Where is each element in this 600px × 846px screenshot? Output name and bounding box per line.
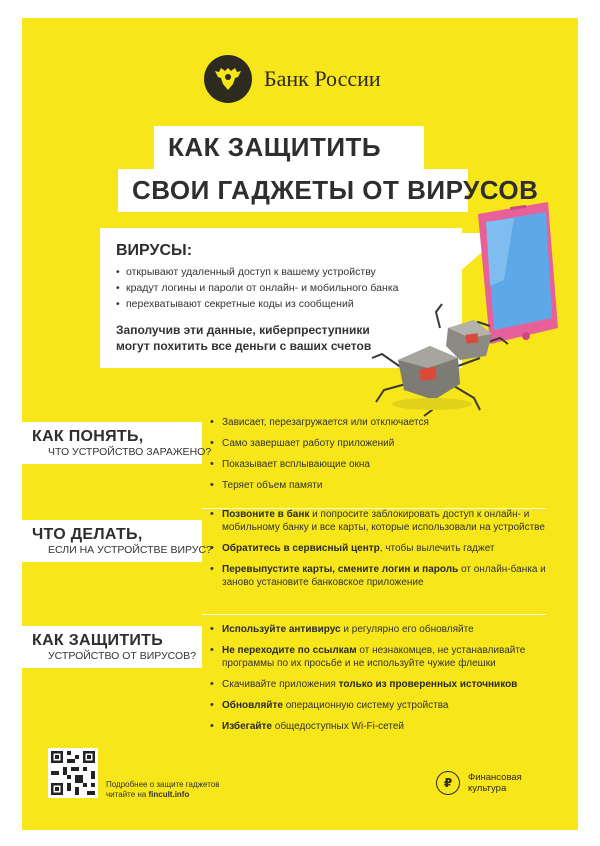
item-text-post: и попросите заблокировать доступ к онлайн- и мобильному банку и все карты, которые использовали на устройстве xyxy=(222,509,545,533)
section-protect-list xyxy=(208,623,568,741)
item-text-post: , чтобы вылечить гаджет xyxy=(379,543,495,554)
list-item xyxy=(208,508,568,534)
footer-line-1: Подробнее о защите гаджетов xyxy=(106,780,220,789)
footer-line-2-prefix: читайте на xyxy=(106,790,149,799)
item-text-post: операционную систему устройства xyxy=(282,700,449,711)
divider xyxy=(202,614,546,615)
list-item xyxy=(208,623,568,636)
page-title xyxy=(118,126,539,212)
list-item: • крадут логины и пароли от онлайн- и мобильного банка xyxy=(116,280,446,296)
item-text-bold: Избегайте xyxy=(222,721,272,732)
item-text-post: от незнакомцев, не устанавливайте программы по их просьбе и не используйте чужие флешки xyxy=(222,645,526,669)
item-text-post: Зависает, перезагружается или отключается xyxy=(222,417,429,428)
bank-of-russia-logo xyxy=(204,54,381,104)
item-text-post: от онлайн-банка и заново установите банковское приложение xyxy=(222,564,546,588)
list-item xyxy=(208,644,568,670)
fincult-link[interactable]: fincult.info xyxy=(148,790,190,799)
section-infected-list xyxy=(208,416,568,500)
double-headed-eagle-icon xyxy=(204,55,252,103)
financial-culture-text xyxy=(468,772,522,794)
list-item: • перехватывают секретные коды из сообщений xyxy=(116,296,446,312)
list-item xyxy=(208,542,568,555)
item-text-bold: Перевыпустите карты, смените логин и пароль xyxy=(222,564,459,575)
section-protect-subheading: УСТРОЙСТВО ОТ ВИРУСОВ? xyxy=(48,650,197,662)
item-text-post: Само завершает работу приложений xyxy=(222,438,395,449)
section-what-to-do-subheading: ЕСЛИ НА УСТРОЙСТВЕ ВИРУС? xyxy=(48,544,212,556)
list-item xyxy=(208,699,568,712)
item-text-bold: Позвоните в банк xyxy=(222,509,310,520)
item-text-bold: Обратитесь в сервисный центр xyxy=(222,543,380,554)
item-text-pre: Скачивайте приложения xyxy=(222,679,339,690)
section-infected-subheading: ЧТО УСТРОЙСТВО ЗАРАЖЕНО? xyxy=(48,446,212,458)
list-item xyxy=(208,416,568,429)
fk-line-1: Финансовая xyxy=(468,772,522,783)
list-item xyxy=(208,720,568,733)
warning-line-2: могут похитить все деньги с ваших счетов xyxy=(116,339,372,353)
list-item xyxy=(208,479,568,492)
title-line-1: КАК ЗАЩИТИТЬ xyxy=(154,126,424,169)
item-text-post: общедоступных Wi-Fi-сетей xyxy=(271,721,404,732)
fk-line-2: культура xyxy=(468,783,507,794)
bank-name: Банк России xyxy=(264,66,381,91)
list-item: • открывают удаленный доступ к вашему устройству xyxy=(116,264,446,280)
item-text-bold: Обновляйте xyxy=(222,700,283,711)
item-text-bold: Используйте антивирус xyxy=(222,624,341,635)
list-item xyxy=(208,437,568,450)
financial-culture-logo xyxy=(436,771,522,795)
ruble-icon: ₽ xyxy=(436,771,460,795)
poster xyxy=(22,18,578,830)
title-line-2: СВОИ ГАДЖЕТЫ ОТ ВИРУСОВ xyxy=(118,169,468,212)
list-item xyxy=(208,563,568,589)
item-text-post: Теряет объем памяти xyxy=(222,480,323,491)
qr-code-icon[interactable] xyxy=(48,748,98,798)
section-what-to-do-heading: ЧТО ДЕЛАТЬ, xyxy=(32,526,143,543)
list-item xyxy=(208,458,568,471)
section-what-to-do-label xyxy=(22,520,212,562)
footer-more-info xyxy=(106,780,219,800)
item-text-bold: только из проверенных источников xyxy=(338,679,518,690)
item-text-post: и регулярно его обновляйте xyxy=(340,624,474,635)
section-what-to-do-list xyxy=(208,508,568,597)
item-text-post: Показывает всплывающие окна xyxy=(222,459,370,470)
viruses-heading: ВИРУСЫ: xyxy=(116,242,193,259)
section-protect-heading: КАК ЗАЩИТИТЬ xyxy=(32,632,164,649)
list-item xyxy=(208,678,568,691)
virus-bug-icon xyxy=(362,298,512,418)
section-infected-heading: КАК ПОНЯТЬ, xyxy=(32,428,144,445)
warning-line-1: Заполучив эти данные, киберпреступники xyxy=(116,323,370,337)
section-protect-label xyxy=(22,626,202,668)
item-text-bold: Не переходите по ссылкам xyxy=(222,645,357,656)
section-infected-label xyxy=(22,422,212,464)
